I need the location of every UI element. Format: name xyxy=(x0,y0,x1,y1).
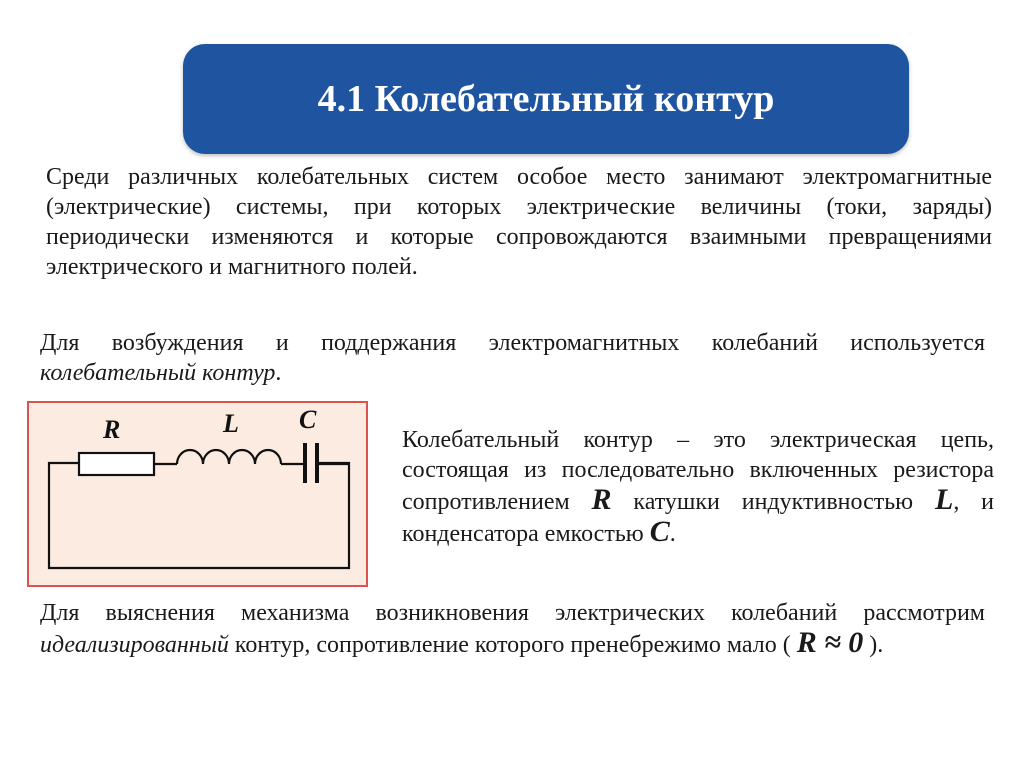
resistance-formula: R ≈ 0 xyxy=(796,626,864,659)
circuit-schematic xyxy=(29,403,370,589)
resistor-symbol xyxy=(79,453,154,475)
definition-text-3: , и конденсатора емкостью xyxy=(402,489,995,547)
oscillating-circuit-term: колебательный контур xyxy=(40,360,276,386)
symbol-c: C xyxy=(649,515,670,548)
title-banner xyxy=(183,44,909,154)
inductor-label: L xyxy=(223,409,239,438)
idealized-term: идеализированный xyxy=(40,632,229,658)
intro-paragraph: Среди различных колебательных систем особое место занимают электромагнитные (электрические) системы, при которых электрические величины (токи, заряды) периодически изменяются и которые сопровождаются взаимными превращениями электрического и магнитного полей. xyxy=(46,164,992,280)
excitation-text: Для возбуждения и поддержания электромагнитных колебаний используется xyxy=(40,330,985,356)
idealized-paragraph xyxy=(40,598,985,660)
circuit-diagram xyxy=(27,401,368,587)
excitation-paragraph xyxy=(40,328,985,388)
symbol-r: R xyxy=(591,483,612,516)
capacitor-label: C xyxy=(299,405,317,434)
inductor-symbol xyxy=(177,450,281,464)
symbol-l: L xyxy=(934,483,954,516)
idealized-text-3: ). xyxy=(863,632,884,658)
definition-text-1: Колебательный контур – это электрическая цепь, состоящая из последовательно включенных резистора сопротивлением xyxy=(402,427,994,515)
definition-text-4: . xyxy=(669,521,676,547)
slide-title: 4.1 Колебательный контур xyxy=(317,78,775,120)
excitation-end: . xyxy=(275,360,282,386)
definition-paragraph xyxy=(402,425,994,549)
resistor-label: R xyxy=(103,415,121,444)
idealized-text-1: Для выяснения механизма возникновения электрических колебаний рассмотрим xyxy=(40,600,985,626)
definition-text-2: катушки индуктивностью xyxy=(611,489,935,515)
idealized-text-2: контур, сопротивление которого пренебрежимо мало ( xyxy=(228,632,797,658)
